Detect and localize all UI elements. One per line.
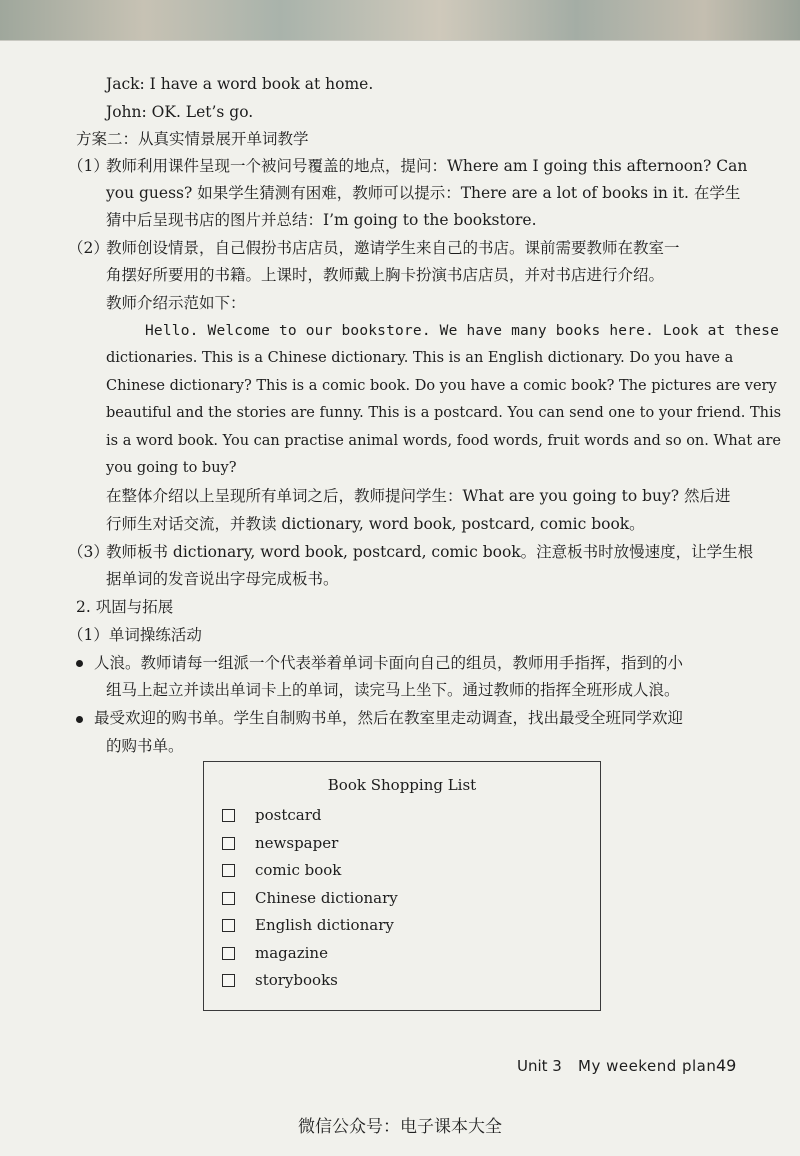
checkbox-icon[interactable] <box>222 974 235 987</box>
page-number: 49 <box>716 1056 737 1075</box>
footer-unit: Unit 3 <box>517 1057 562 1075</box>
bullet-1-line-2: 组马上起立并读出单词卡上的单词，读完马上坐下。通过教师的指挥全班形成人浪。 <box>106 681 680 699</box>
shopping-list-item <box>222 832 338 854</box>
step-2-line-4: 在整体介绍以上呈现所有单词之后，教师提问学生：What are you going to buy? 然后进 <box>106 487 731 505</box>
shopping-item-label: English dictionary <box>255 916 394 934</box>
checkbox-icon[interactable] <box>222 892 235 905</box>
step-3-line-2: 据单词的发音说出字母完成板书。 <box>106 570 339 588</box>
step-2-line-5: 行师生对话交流，并教读 dictionary, word book, postcard, comic book。 <box>106 515 645 533</box>
checkbox-icon[interactable] <box>222 837 235 850</box>
step-1-line-3: 猜中后呈现书店的图片并总结：I’m going to the bookstore. <box>106 211 537 229</box>
step-2-number: （2） <box>68 239 109 257</box>
step-2-line-3: 教师介绍示范如下： <box>106 294 246 312</box>
step-3-number: （3） <box>68 543 109 561</box>
step-2-line-1: 教师创设情景，自己假扮书店店员，邀请学生来自己的书店。课前需要教师在教室一 <box>106 239 680 257</box>
dialogue-jack: Jack: I have a word book at home. <box>106 75 374 93</box>
checkbox-icon[interactable] <box>222 809 235 822</box>
intro-line-2: dictionaries. This is a Chinese dictionary. This is an English dictionary. Do you have a <box>106 350 734 366</box>
intro-line-6: you going to buy? <box>106 460 237 476</box>
shopping-list-item <box>222 942 328 964</box>
section-2-1-heading: （1）单词操练活动 <box>68 626 202 644</box>
bullet-1-line-1: 人浪。教师请每一组派一个代表举着单词卡面向自己的组员，教师用手指挥，指到的小 <box>94 654 684 672</box>
shopping-list-title: Book Shopping List <box>327 776 477 794</box>
dialogue-john: John: OK. Let’s go. <box>106 103 254 121</box>
step-1-number: （1） <box>68 157 109 175</box>
step-1-line-1: 教师利用课件呈现一个被问号覆盖的地点，提问：Where am I going this afternoon? Can <box>106 157 748 175</box>
shopping-item-label: storybooks <box>255 971 338 989</box>
footer-unit-title: My weekend plan <box>578 1057 717 1075</box>
intro-line-4: beautiful and the stories are funny. This is a postcard. You can send one to your friend. This <box>106 405 782 421</box>
watermark-text: 微信公众号：电子课本大全 <box>298 1117 502 1137</box>
plan-two-heading: 方案二：从真实情景展开单词教学 <box>76 130 309 148</box>
bullet-2-line-2: 的购书单。 <box>106 737 184 755</box>
bullet-2-line-1: 最受欢迎的购书单。学生自制购书单，然后在教室里走动调查，找出最受全班同学欢迎 <box>94 709 684 727</box>
shopping-list-item <box>222 887 398 909</box>
checkbox-icon[interactable] <box>222 919 235 932</box>
shopping-list-item <box>222 804 321 826</box>
intro-line-3: Chinese dictionary? This is a comic book. Do you have a comic book? The pictures are very <box>106 378 777 394</box>
shopping-item-label: postcard <box>255 806 322 824</box>
checkbox-icon[interactable] <box>222 947 235 960</box>
shopping-item-label: magazine <box>255 944 328 962</box>
section-2-heading: 2. 巩固与拓展 <box>76 598 174 616</box>
bullet-dot <box>76 716 83 723</box>
shopping-item-label: Chinese dictionary <box>255 889 398 907</box>
shopping-list-item <box>222 859 341 881</box>
shopping-item-label: newspaper <box>255 834 339 852</box>
shopping-list-item <box>222 969 338 991</box>
intro-line-5: is a word book. You can practise animal words, food words, fruit words and so on. What are <box>106 433 781 449</box>
step-3-line-1: 教师板书 dictionary, word book, postcard, comic book。注意板书时放慢速度，让学生根 <box>106 543 754 561</box>
book-shopping-list-box <box>203 761 601 1011</box>
shopping-item-label: comic book <box>255 861 342 879</box>
bullet-dot <box>76 660 83 667</box>
shopping-list-item <box>222 914 394 936</box>
step-1-line-2: you guess? 如果学生猜测有困难，教师可以提示：There are a lot of books in it. 在学生 <box>106 184 741 202</box>
intro-line-1: Hello. Welcome to our bookstore. We have many books here. Look at these <box>145 323 780 339</box>
checkbox-icon[interactable] <box>222 864 235 877</box>
step-2-line-2: 角摆好所要用的书籍。上课时，教师戴上胸卡扮演书店店员，并对书店进行介绍。 <box>106 266 665 284</box>
